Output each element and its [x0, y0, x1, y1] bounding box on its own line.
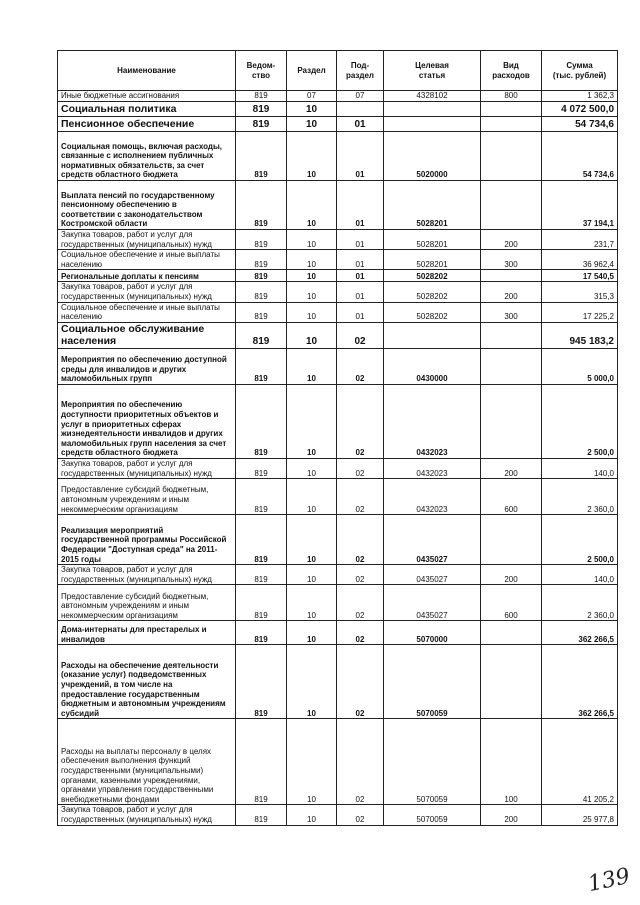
cell-tsel: 5028202 — [384, 302, 481, 322]
table-body — [58, 91, 618, 826]
cell-vedom: 819 — [236, 181, 287, 230]
cell-vid: 200 — [481, 282, 542, 302]
table-row — [58, 719, 618, 805]
cell-podrazdel: 02 — [337, 645, 384, 719]
cell-vid — [481, 348, 542, 384]
cell-name: Социальное обеспечение и иные выплаты населению — [58, 250, 236, 270]
cell-name: Дома-интернаты для престарелых и инвалидов — [58, 621, 236, 645]
cell-vid — [481, 621, 542, 645]
cell-summa: 2 360,0 — [542, 585, 618, 621]
page-number: 139 — [585, 863, 633, 898]
cell-vid — [481, 270, 542, 282]
cell-podrazdel: 02 — [337, 515, 384, 565]
cell-vid: 100 — [481, 719, 542, 805]
cell-name: Расходы на обеспечение деятельности (оказание услуг) подведомственных учреждений, в том числе на предоставление государственным бюджетным и автономным учреждениям субсидий — [58, 645, 236, 719]
cell-tsel: 5070000 — [384, 621, 481, 645]
cell-summa: 4 072 500,0 — [542, 102, 618, 117]
cell-razdel: 10 — [287, 322, 337, 348]
cell-summa: 5 000,0 — [542, 348, 618, 384]
cell-name: Социальная помощь, включая расходы, связанные с исполнением публичных нормативных обязательств, за счет средств областного бюджета — [58, 132, 236, 181]
table-row — [58, 479, 618, 515]
cell-tsel: 5028201 — [384, 181, 481, 230]
cell-vedom: 819 — [236, 322, 287, 348]
cell-razdel: 10 — [287, 515, 337, 565]
cell-podrazdel: 02 — [337, 322, 384, 348]
cell-summa: 140,0 — [542, 565, 618, 585]
cell-tsel: 5028202 — [384, 282, 481, 302]
cell-vedom: 819 — [236, 585, 287, 621]
cell-razdel: 10 — [287, 645, 337, 719]
cell-vedom: 819 — [236, 302, 287, 322]
cell-summa: 17 225,2 — [542, 302, 618, 322]
table-row — [58, 117, 618, 132]
cell-podrazdel: 02 — [337, 479, 384, 515]
header-row — [58, 51, 618, 91]
cell-tsel: 5028202 — [384, 270, 481, 282]
cell-podrazdel: 02 — [337, 805, 384, 825]
cell-vedom: 819 — [236, 250, 287, 270]
header-razdel: Раздел — [287, 51, 337, 91]
table-row — [58, 132, 618, 181]
cell-name: Реализация мероприятий государственной программы Российской Федерации "Доступная среда" на 2011-2015 годы — [58, 515, 236, 565]
cell-vid: 600 — [481, 585, 542, 621]
cell-razdel: 10 — [287, 230, 337, 250]
cell-vid: 300 — [481, 302, 542, 322]
cell-vedom: 819 — [236, 132, 287, 181]
cell-vedom: 819 — [236, 91, 287, 102]
cell-vid: 200 — [481, 805, 542, 825]
table-row — [58, 621, 618, 645]
table-row — [58, 585, 618, 621]
cell-summa: 2 500,0 — [542, 384, 618, 458]
cell-name: Мероприятия по обеспечению доступности приоритетных объектов и услуг в приоритетных сферах жизнедеятельности инвалидов и других маломобильных групп населения за счет средств областного бюджета — [58, 384, 236, 458]
cell-tsel: 5070059 — [384, 805, 481, 825]
header-vid: Вид расходов — [481, 51, 542, 91]
cell-podrazdel: 02 — [337, 565, 384, 585]
cell-razdel: 10 — [287, 719, 337, 805]
cell-name: Расходы на выплаты персоналу в целях обеспечения выполнения функций государственными (муниципальными) органами, казенными учреждениями, органами управления государственными внебюджетными фондами — [58, 719, 236, 805]
cell-vedom: 819 — [236, 102, 287, 117]
table-row — [58, 102, 618, 117]
cell-podrazdel: 02 — [337, 585, 384, 621]
cell-podrazdel: 01 — [337, 117, 384, 132]
cell-razdel: 10 — [287, 270, 337, 282]
cell-name: Предоставление субсидий бюджетным, автономным учреждениям и иным некоммерческим организациям — [58, 479, 236, 515]
cell-vedom: 819 — [236, 645, 287, 719]
cell-tsel: 0432023 — [384, 479, 481, 515]
cell-vedom: 819 — [236, 621, 287, 645]
cell-podrazdel — [337, 102, 384, 117]
cell-vid — [481, 117, 542, 132]
table-row — [58, 645, 618, 719]
cell-tsel: 0430000 — [384, 348, 481, 384]
table-row — [58, 348, 618, 384]
cell-vedom: 819 — [236, 805, 287, 825]
cell-razdel: 10 — [287, 585, 337, 621]
cell-vedom: 819 — [236, 384, 287, 458]
cell-summa: 25 977,8 — [542, 805, 618, 825]
cell-name: Социальное обслуживание населения — [58, 322, 236, 348]
cell-vid — [481, 645, 542, 719]
cell-tsel: 0435027 — [384, 515, 481, 565]
table-row — [58, 302, 618, 322]
cell-vedom: 819 — [236, 270, 287, 282]
cell-vedom: 819 — [236, 282, 287, 302]
cell-vedom: 819 — [236, 348, 287, 384]
table-row — [58, 91, 618, 102]
header-name: Наименование — [58, 51, 236, 91]
cell-vid — [481, 515, 542, 565]
cell-razdel: 10 — [287, 181, 337, 230]
cell-tsel: 5020000 — [384, 132, 481, 181]
cell-podrazdel: 02 — [337, 384, 384, 458]
cell-razdel: 10 — [287, 458, 337, 478]
table-row — [58, 270, 618, 282]
cell-vedom: 819 — [236, 565, 287, 585]
cell-razdel: 10 — [287, 565, 337, 585]
cell-podrazdel: 02 — [337, 458, 384, 478]
cell-tsel: 5070059 — [384, 645, 481, 719]
cell-name: Пенсионное обеспечение — [58, 117, 236, 132]
cell-summa: 362 266,5 — [542, 621, 618, 645]
cell-name: Социальное обеспечение и иные выплаты населению — [58, 302, 236, 322]
cell-vedom: 819 — [236, 479, 287, 515]
cell-vid: 300 — [481, 250, 542, 270]
cell-razdel: 07 — [287, 91, 337, 102]
cell-vedom: 819 — [236, 719, 287, 805]
header-vedom: Ведом- ство — [236, 51, 287, 91]
cell-razdel: 10 — [287, 102, 337, 117]
cell-razdel: 10 — [287, 250, 337, 270]
cell-vid: 200 — [481, 458, 542, 478]
cell-summa: 37 194,1 — [542, 181, 618, 230]
cell-razdel: 10 — [287, 132, 337, 181]
table-row — [58, 230, 618, 250]
cell-podrazdel: 01 — [337, 181, 384, 230]
cell-tsel: 5070059 — [384, 719, 481, 805]
cell-vid — [481, 181, 542, 230]
cell-name: Закупка товаров, работ и услуг для государственных (муниципальных) нужд — [58, 230, 236, 250]
cell-name: Предоставление субсидий бюджетным, автономным учреждениям и иным некоммерческим организациям — [58, 585, 236, 621]
cell-vedom: 819 — [236, 458, 287, 478]
cell-razdel: 10 — [287, 302, 337, 322]
cell-summa: 54 734,6 — [542, 132, 618, 181]
cell-name: Социальная политика — [58, 102, 236, 117]
cell-podrazdel: 02 — [337, 348, 384, 384]
cell-vid — [481, 322, 542, 348]
table-row — [58, 282, 618, 302]
cell-summa: 41 205,2 — [542, 719, 618, 805]
cell-name: Закупка товаров, работ и услуг для государственных (муниципальных) нужд — [58, 565, 236, 585]
cell-razdel: 10 — [287, 805, 337, 825]
header-summa: Сумма (тыс. рублей) — [542, 51, 618, 91]
table-row — [58, 565, 618, 585]
cell-vid: 600 — [481, 479, 542, 515]
cell-name: Закупка товаров, работ и услуг для государственных (муниципальных) нужд — [58, 282, 236, 302]
cell-razdel: 10 — [287, 282, 337, 302]
cell-podrazdel: 01 — [337, 302, 384, 322]
cell-summa: 362 266,5 — [542, 645, 618, 719]
cell-tsel: 0432023 — [384, 384, 481, 458]
cell-summa: 2 500,0 — [542, 515, 618, 565]
cell-podrazdel: 01 — [337, 282, 384, 302]
cell-summa: 36 962,4 — [542, 250, 618, 270]
cell-summa: 1 362,3 — [542, 91, 618, 102]
cell-vedom: 819 — [236, 117, 287, 132]
cell-summa: 54 734,6 — [542, 117, 618, 132]
header-podrazdel: Под- раздел — [337, 51, 384, 91]
cell-podrazdel: 01 — [337, 250, 384, 270]
cell-summa: 945 183,2 — [542, 322, 618, 348]
cell-tsel — [384, 322, 481, 348]
cell-razdel: 10 — [287, 479, 337, 515]
cell-name: Иные бюджетные ассигнования — [58, 91, 236, 102]
cell-razdel: 10 — [287, 384, 337, 458]
cell-tsel: 4328102 — [384, 91, 481, 102]
cell-razdel: 10 — [287, 621, 337, 645]
cell-tsel: 0435027 — [384, 585, 481, 621]
cell-vedom: 819 — [236, 230, 287, 250]
cell-vid — [481, 384, 542, 458]
cell-podrazdel: 01 — [337, 270, 384, 282]
cell-podrazdel: 01 — [337, 132, 384, 181]
cell-summa: 315,3 — [542, 282, 618, 302]
table-row — [58, 805, 618, 825]
header-tsel: Целевая статья — [384, 51, 481, 91]
cell-summa: 17 540,5 — [542, 270, 618, 282]
cell-name: Выплата пенсий по государственному пенсионному обеспечению в соответствии с законодательством Костромской области — [58, 181, 236, 230]
cell-podrazdel: 01 — [337, 230, 384, 250]
cell-tsel: 0432023 — [384, 458, 481, 478]
cell-podrazdel: 02 — [337, 719, 384, 805]
table-row — [58, 322, 618, 348]
cell-summa: 140,0 — [542, 458, 618, 478]
cell-name: Мероприятия по обеспечению доступной среды для инвалидов и других маломобильных групп — [58, 348, 236, 384]
table-row — [58, 458, 618, 478]
cell-tsel: 5028201 — [384, 250, 481, 270]
cell-name: Закупка товаров, работ и услуг для государственных (муниципальных) нужд — [58, 458, 236, 478]
cell-podrazdel: 07 — [337, 91, 384, 102]
cell-vid: 200 — [481, 230, 542, 250]
cell-tsel — [384, 102, 481, 117]
cell-vid: 800 — [481, 91, 542, 102]
table-row — [58, 250, 618, 270]
cell-tsel — [384, 117, 481, 132]
cell-razdel: 10 — [287, 348, 337, 384]
cell-name: Закупка товаров, работ и услуг для государственных (муниципальных) нужд — [58, 805, 236, 825]
cell-vid: 200 — [481, 565, 542, 585]
cell-vid — [481, 102, 542, 117]
cell-summa: 231,7 — [542, 230, 618, 250]
cell-podrazdel: 02 — [337, 621, 384, 645]
cell-tsel: 0435027 — [384, 565, 481, 585]
budget-table — [57, 50, 618, 826]
cell-tsel: 5028201 — [384, 230, 481, 250]
cell-name: Региональные доплаты к пенсиям — [58, 270, 236, 282]
cell-razdel: 10 — [287, 117, 337, 132]
table-row — [58, 181, 618, 230]
cell-vedom: 819 — [236, 515, 287, 565]
table-row — [58, 384, 618, 458]
cell-vid — [481, 132, 542, 181]
cell-summa: 2 360,0 — [542, 479, 618, 515]
table-row — [58, 515, 618, 565]
